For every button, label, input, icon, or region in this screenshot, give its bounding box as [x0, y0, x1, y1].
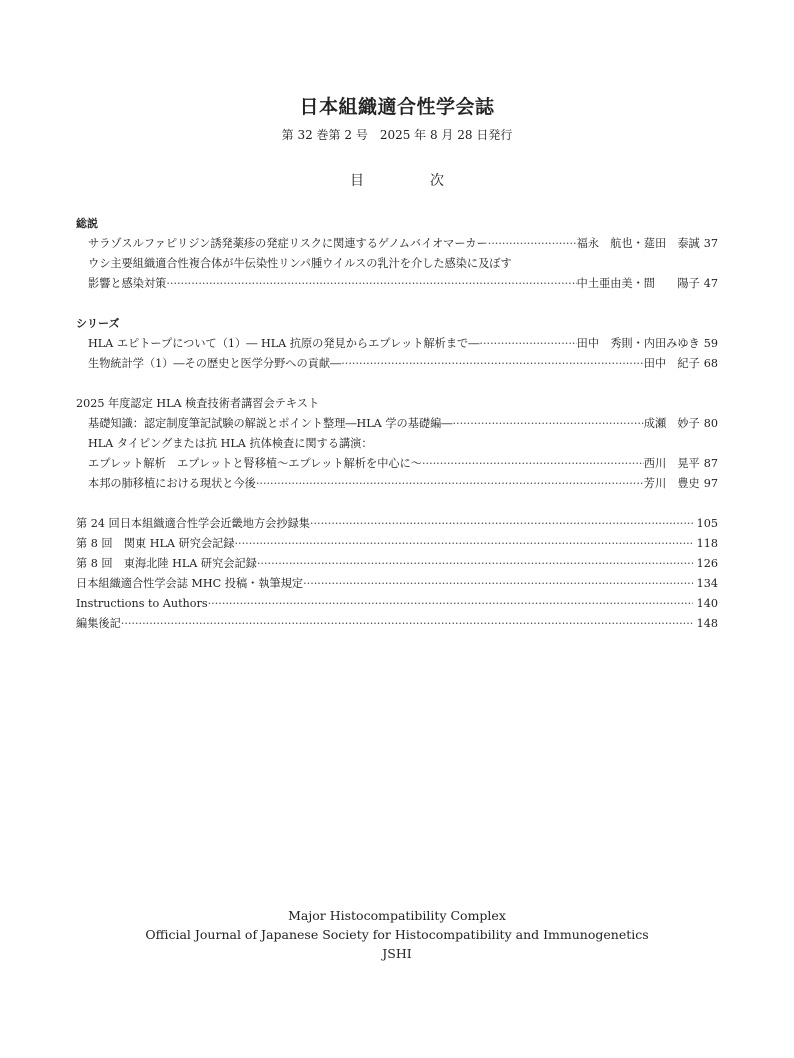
entry-page: 118 [696, 537, 718, 550]
journal-footer [0, 906, 794, 963]
toc-entry[interactable] [76, 514, 718, 534]
entry-page: 140 [696, 597, 718, 610]
toc-entry[interactable] [76, 354, 718, 374]
toc-entry[interactable] [76, 234, 718, 254]
leader-dots [422, 454, 644, 474]
toc-entry[interactable] [76, 574, 718, 594]
entry-authors: 成瀬 妙子 [643, 417, 700, 430]
entry-page: 59 [703, 337, 718, 350]
entry-authors: 中土亜由美・間 陽子 [576, 277, 700, 290]
leader-dots [479, 334, 576, 354]
entry-page: 105 [696, 517, 718, 530]
entry-title: Instructions to Authors [76, 597, 208, 610]
entry-authors: 西川 晃平 [643, 457, 700, 470]
entry-page: 37 [703, 237, 718, 250]
leader-dots [488, 234, 577, 254]
leader-dots [256, 474, 644, 494]
leader-dots [341, 354, 644, 374]
issue-info: 第 32 巻第 2 号 2025 年 8 月 28 日発行 [281, 128, 513, 142]
toc-entry[interactable] [76, 554, 718, 574]
leader-dots [310, 514, 693, 534]
entry-authors: 田中 秀則・内田みゆき [576, 337, 700, 350]
entry-title: 第 8 回 関東 HLA 研究会記録 [76, 537, 235, 550]
entry-page: 97 [703, 477, 718, 490]
toc-entry[interactable] [76, 534, 718, 554]
entry-title: 編集後記 [76, 617, 121, 630]
entry-title-line: HLA タイピングまたは抗 HLA 抗体検査に関する講演： [88, 437, 373, 450]
entry-title: 日本組織適合性学会誌 MHC 投稿・執筆規定 [76, 577, 304, 590]
footer-journal-name: Major Histocompatibility Complex [288, 908, 506, 923]
toc-entry[interactable] [76, 414, 718, 434]
footer-abbreviation: JSHI [382, 946, 412, 961]
leader-dots [303, 574, 693, 594]
leader-dots [121, 614, 693, 634]
section-heading-review: 総説 [76, 217, 98, 230]
toc-entry[interactable] [76, 614, 718, 634]
table-of-contents [76, 214, 718, 634]
entry-title: サラゾスルファピリジン誘発薬疹の発症リスクに関連するゲノムバイオマーカー [88, 237, 488, 250]
section-heading-text: 2025 年度認定 HLA 検査技術者講習会テキスト [76, 397, 320, 410]
leader-dots [208, 594, 693, 614]
toc-heading: 目 次 [350, 173, 470, 189]
toc-entry[interactable] [76, 454, 718, 474]
toc-entry[interactable] [76, 594, 718, 614]
entry-authors: 福永 航也・莚田 泰誠 [576, 237, 700, 250]
entry-title: エプレット解析 エプレットと腎移植〜エプレット解析を中心に〜 [88, 457, 422, 470]
entry-title: 影響と感染対策 [88, 277, 167, 290]
entry-title: 第 8 回 東海北陸 HLA 研究会記録 [76, 557, 257, 570]
entry-title: 基礎知識：認定制度筆記試験の解説とポイント整理―HLA 学の基礎編― [88, 417, 453, 430]
entry-page: 47 [703, 277, 718, 290]
entry-page: 80 [703, 417, 718, 430]
entry-page: 134 [696, 577, 718, 590]
section-heading-series: シリーズ [76, 317, 120, 330]
leader-dots [452, 414, 643, 434]
entry-title: 本邦の肺移植における現状と今後 [88, 477, 256, 490]
leader-dots [166, 274, 576, 294]
leader-dots [234, 534, 692, 554]
entry-authors: 芳川 豊史 [643, 477, 700, 490]
journal-title: 日本組織適合性学会誌 [299, 96, 495, 118]
toc-entry[interactable] [76, 474, 718, 494]
toc-entry[interactable] [76, 274, 718, 294]
entry-page: 87 [703, 457, 718, 470]
entry-page: 148 [696, 617, 718, 630]
leader-dots [257, 554, 693, 574]
entry-page: 126 [696, 557, 718, 570]
entry-title: 生物統計学（1）―その歴史と医学分野への貢献― [88, 357, 342, 370]
entry-title: HLA エピトープについて（1）― HLA 抗原の発見からエプレット解析まで― [88, 337, 480, 350]
entry-title-line: ウシ主要組織適合性複合体が牛伝染性リンパ腫ウイルスの乳汁を介した感染に及ぼす [88, 257, 512, 270]
toc-entry[interactable] [76, 334, 718, 354]
footer-society-name: Official Journal of Japanese Society for Histocompatibility and Immunogenetics [145, 927, 649, 942]
entry-page: 68 [703, 357, 718, 370]
entry-title: 第 24 回日本組織適合性学会近畿地方会抄録集 [76, 517, 310, 530]
entry-authors: 田中 紀子 [643, 357, 700, 370]
